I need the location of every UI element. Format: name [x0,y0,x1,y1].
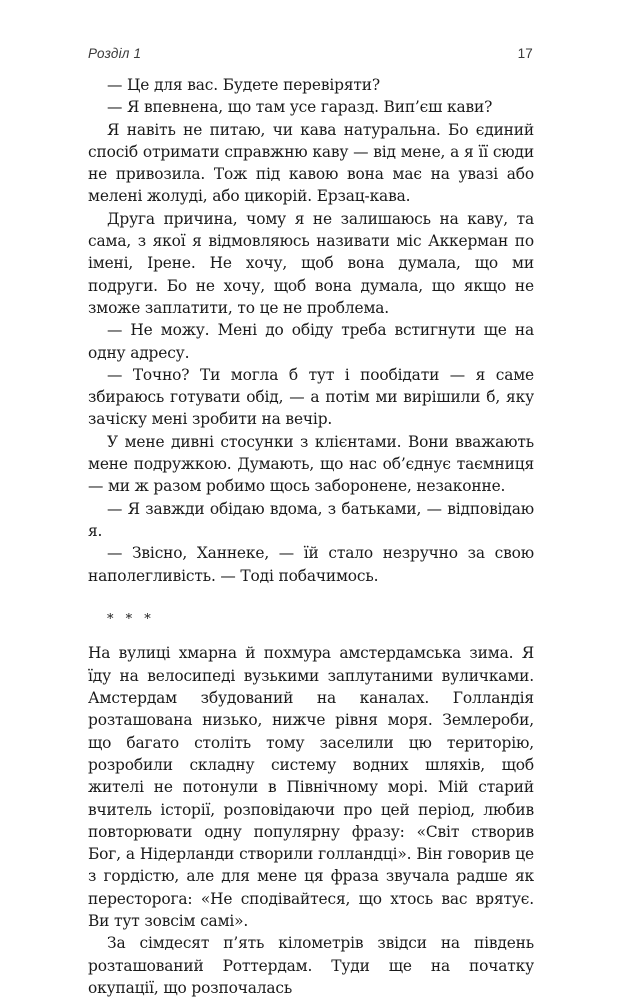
section-gap [88,631,534,642]
paragraph: — Я завжди обідаю вдома, з батьками, — відповідаю я. [88,499,534,540]
page-number: 17 [517,46,533,61]
paragraph: Я навіть не питаю, чи кава натуральна. Бо єдиний спосіб отримати справжню каву — від мене, а я її сюди не привозила. Тож під кавою вона має на увазі або мелені жолуді, або цикорій. Ерзац-кава. [88,120,534,206]
paragraph: — Звісно, Ханнеке, — їй стало незручно за свою наполегливість. — Тоді побачимось. [88,544,534,585]
paragraph: — Це для вас. Будете перевіряти? [107,76,380,94]
paragraph: За сімдесят п’ять кілометрів звідси на південь розташований Роттердам. Туди ще на початку окупації, що розпочалась [88,934,534,997]
chapter-title: Розділ 1 [88,46,142,61]
paragraph: — Я впевнена, що там усе гаразд. Вип’єш кави? [107,98,493,117]
section-separator: * * * [107,612,155,628]
paragraph: — Точно? Ти могла б тут і пообідати — я саме збираюсь готувати обід, — а потім ми вирішили б, яку зачіску мені зробити на вечір. [88,365,534,429]
running-head [88,46,533,66]
paragraph: У мене дивні стосунки з клієнтами. Вони вважають мене подружкою. Думають, що нас об’єднує таємниця — ми ж разом робимо щось заборонене, незаконне. [88,432,534,496]
paragraph: Друга причина, чому я не залишаюсь на каву, та сама, з якої я відмовляюсь називати міс Аккерман по імені, Ірене. Не хочу, щоб вона думала, що ми подруги. Бо не хочу, щоб вона думала, що якщо не зможе заплатити, то це не проблема. [88,209,534,317]
paragraph: — Не можу. Мені до обіду треба встигнути ще на одну адресу. [88,321,534,362]
paragraph: На вулиці хмарна й похмура амстердамська зима. Я їду на велосипеді вузькими заплутаними вуличками. Амстердам збудований на каналах. Голландія розташована низько, нижче рівня моря. Землероби, що багато століть тому заселили цю територію, розробили складну систему водних шляхів, щоб жителі не потонули в Північному морі. Мій старий вчитель історії, розповідаючи про цей період, любив повторювати одну популярну фразу: «Світ створив Бог, а Нідерланди створили голландці». Він говорив це з гордістю, але для мене ця фраза звучала радше як пересторога: «Не сподівайтеся, що хтось вас врятує. Ви тут зовсім самі». [88,644,534,930]
body-text [88,74,534,999]
